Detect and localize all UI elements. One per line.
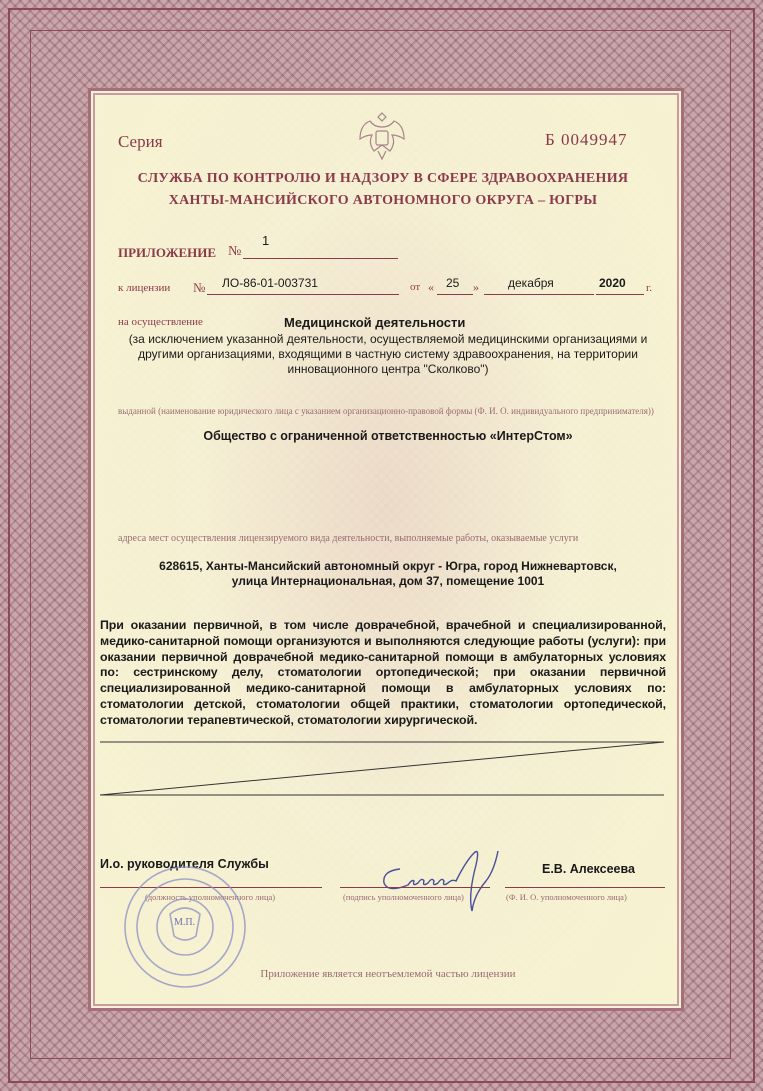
series-number: Б 0049947: [545, 130, 628, 149]
license-year-suffix: г.: [646, 282, 653, 294]
license-from: от: [410, 281, 421, 293]
license-quote-open: «: [428, 280, 434, 294]
issued-hint: (наименование юридического лица с указанием организационно-правовой формы (Ф. И. О. индивидуального предпринимателя)): [158, 406, 654, 416]
name-hint: (Ф. И. О. уполномоченного лица): [506, 892, 627, 902]
agency-title-line2: ХАНТЫ-МАНСИЙСКОГО АВТОНОМНОГО ОКРУГА – ЮГРЫ: [168, 193, 598, 208]
name-line: [505, 887, 665, 888]
activity-label: на осуществление: [118, 316, 203, 328]
appendix-label: ПРИЛОЖЕНИЕ: [118, 245, 217, 260]
license-month: декабря: [508, 276, 554, 290]
license-number-sign: №: [193, 280, 206, 295]
address-line1: 628615, Ханты-Мансийский автономный округ - Югра, город Нижневартовск,: [159, 559, 617, 573]
issued-label: выданной: [118, 406, 156, 416]
stamp-label: М.П.: [174, 917, 196, 928]
activity-title: Медицинской деятельности: [284, 315, 466, 330]
signer-position: И.о. руководителя Службы: [100, 857, 269, 871]
license-quote-close: »: [473, 280, 479, 294]
signer-name: Е.В. Алексеева: [542, 862, 635, 876]
license-day: 25: [446, 276, 460, 290]
appendix-number: 1: [262, 233, 270, 248]
handwritten-signature: [370, 835, 540, 935]
footer-note: Приложение является неотъемлемой частью лицензии: [260, 968, 516, 980]
agency-title-line1: СЛУЖБА ПО КОНТРОЛЮ И НАДЗОРУ В СФЕРЕ ЗДРАВООХРАНЕНИЯ: [137, 171, 629, 186]
services-text: При оказании первичной, в том числе доврачебной, врачебной и специализированной, медико-санитарной помощи организуются и выполняются следующие работы (услуги): при оказании первичной доврачебной медико-санитарной помощи в амбулаторных условиях по: сестринскому делу, стоматологии ортопедической; при оказании первичной специализированной медико-санитарной помощи в амбулаторных условиях по: стоматологии детской, стоматологии общей практики, стоматологии ортопедической, стоматологии терапевтической, стоматологии хирургической.: [100, 618, 666, 727]
signature-line: [340, 887, 490, 888]
address-line2: улица Интернациональная, дом 37, помещение 1001: [231, 574, 545, 588]
position-hint: (должность уполномоченного лица): [145, 892, 276, 902]
appendix-number-sign: №: [228, 244, 242, 259]
license-number: ЛО-86-01-003731: [222, 276, 318, 290]
issued-name: Общество с ограниченной ответственностью «ИнтерСтом»: [203, 429, 573, 443]
license-year: 2020: [599, 276, 626, 290]
activity-note: (за исключением указанной деятельности, осуществляемой медицинскими организациями и другими организациями, входящими в частную систему здравоохранения, на территории инновационного центра "Сколково"): [128, 332, 648, 376]
signature-hint: (подпись уполномоченного лица): [343, 892, 464, 902]
address-label: адреса мест осуществления лицензируемого вида деятельности, выполняемые работы, оказываемые услуги: [118, 533, 579, 544]
seria-label: Серия: [118, 132, 163, 151]
license-prefix: к лицензии: [118, 282, 171, 294]
